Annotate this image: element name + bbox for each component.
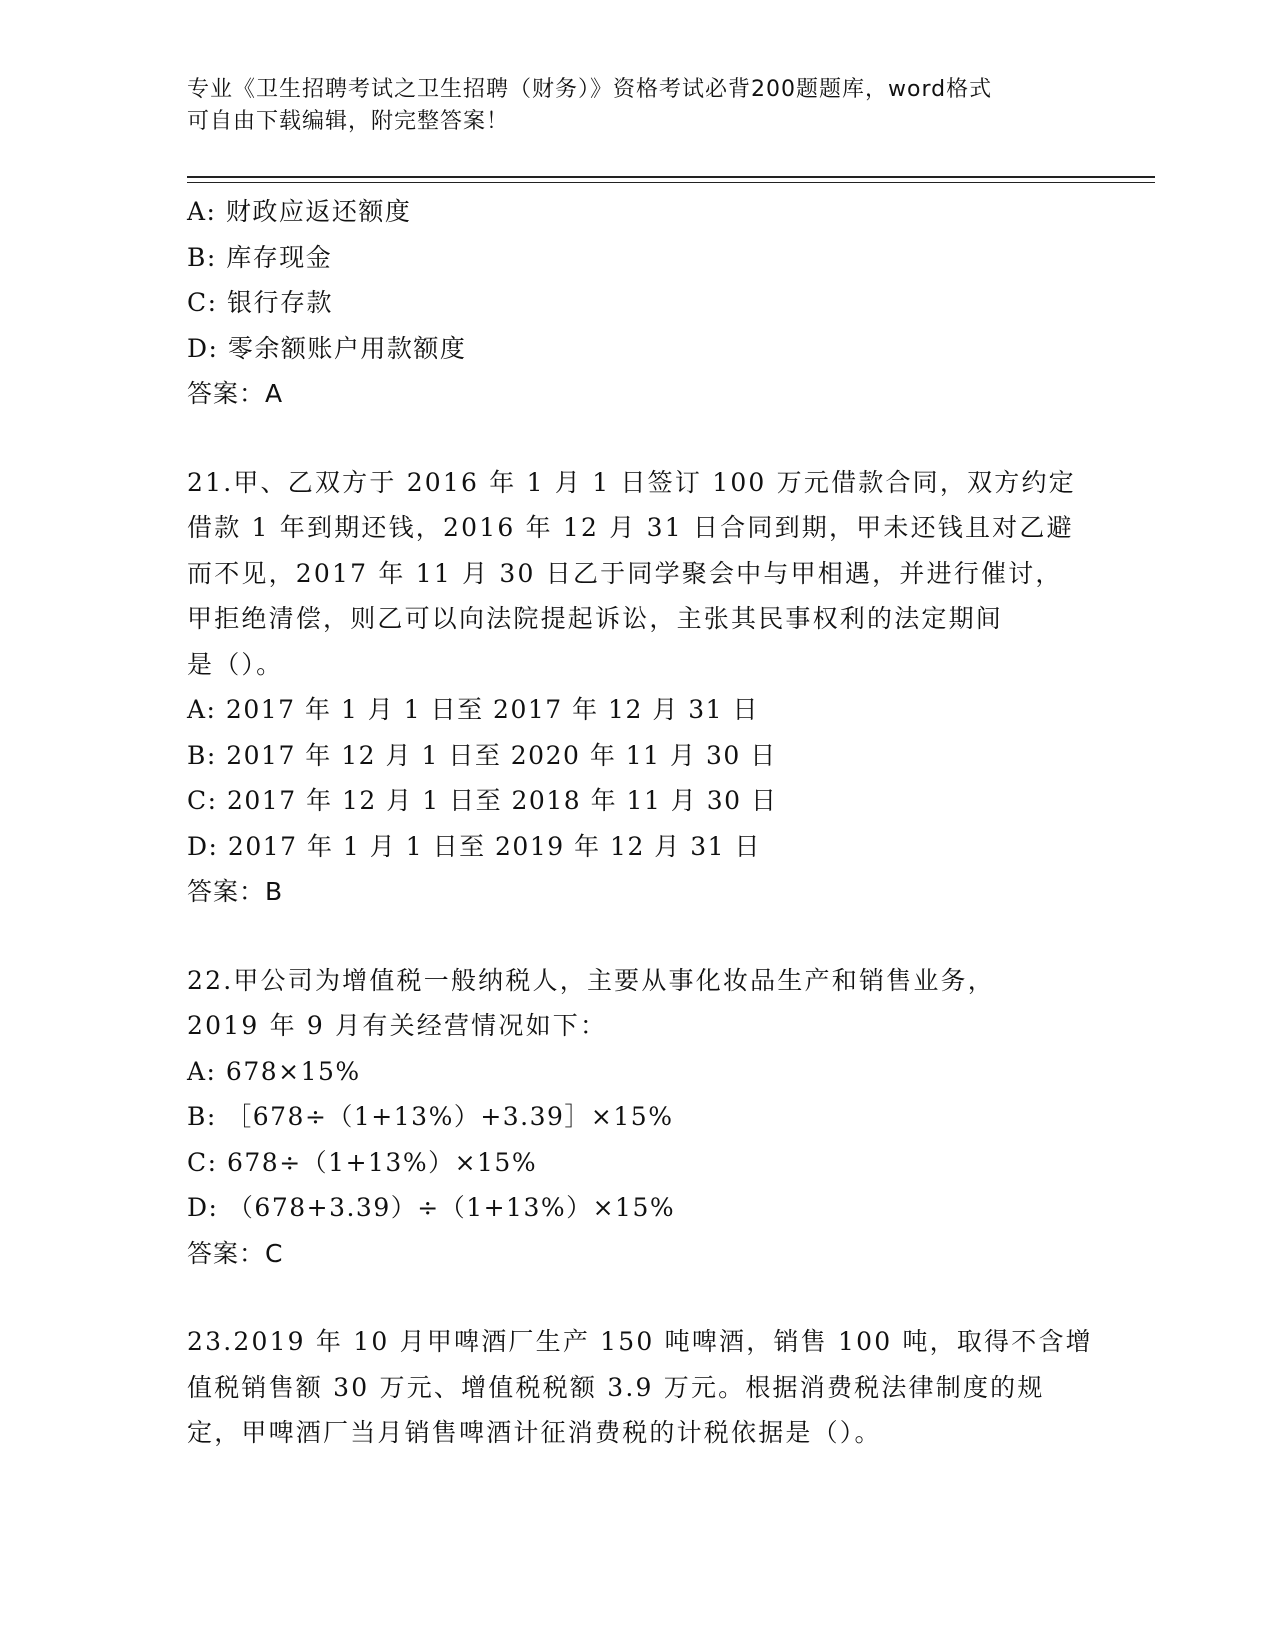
spacer	[187, 1276, 1087, 1319]
question-20-block	[187, 189, 1087, 417]
header-line-1: 专业《卫生招聘考试之卫生招聘（财务）》资格考试必背200题题库，word格式	[187, 77, 993, 102]
option-a: A: 财政应返还额度	[187, 197, 412, 226]
spacer	[187, 915, 1087, 958]
option-c: C: 银行存款	[187, 288, 333, 317]
question-22-block	[187, 958, 1087, 1277]
question-text-line: 而不见，2017 年 11 月 30 日乙于同学聚会中与甲相遇，并进行催讨，	[187, 558, 1063, 588]
option-d: D: 零余额账户用款额度	[187, 333, 467, 363]
option-c: C: 2017 年 12 月 1 日至 2018 年 11 月 30 日	[187, 786, 778, 815]
option-a: A: 678×15%	[187, 1056, 361, 1086]
question-text-line: 甲拒绝清偿，则乙可以向法院提起诉讼，主张其民事权利的法定期间	[187, 604, 1004, 633]
option-b: B: 2017 年 12 月 1 日至 2020 年 11 月 30 日	[187, 740, 777, 770]
option-d: D: 2017 年 1 月 1 日至 2019 年 12 月 31 日	[187, 831, 762, 861]
question-21-block	[187, 460, 1087, 915]
question-text-line: 21.甲、乙双方于 2016 年 1 月 1 日签订 100 万元借款合同，双方约定	[187, 467, 1076, 497]
option-c: C: 678÷（1+13%）×15%	[187, 1147, 538, 1177]
header-divider-thick	[187, 176, 1155, 178]
answer-label: 答案：B	[187, 877, 284, 906]
option-a: A: 2017 年 1 月 1 日至 2017 年 12 月 31 日	[187, 695, 760, 724]
header-line-2: 可自由下载编辑，附完整答案！	[187, 109, 510, 134]
question-text-line: 是（）。	[187, 649, 284, 679]
question-text-line: 22.甲公司为增值税一般纳税人，主要从事化妆品生产和销售业务，	[187, 965, 995, 995]
question-text-line: 借款 1 年到期还钱，2016 年 12 月 31 日合同到期，甲未还钱且对乙避	[187, 513, 1074, 542]
document-body	[187, 189, 1093, 1456]
answer-label: 答案：C	[187, 1238, 284, 1268]
header-divider-thin	[187, 182, 1155, 183]
spacer	[187, 417, 1087, 460]
option-b: B: 库存现金	[187, 242, 333, 272]
question-text-line: 定，甲啤酒厂当月销售啤酒计征消费税的计税依据是（）。	[187, 1418, 882, 1447]
question-text-line: 2019 年 9 月有关经营情况如下：	[187, 1011, 608, 1040]
option-b: B: ［678÷（1+13%）+3.39］×15%	[187, 1102, 674, 1131]
question-23-block	[187, 1319, 1093, 1456]
question-text-line: 值税销售额 30 万元、增值税税额 3.9 万元。根据消费税法律制度的规	[187, 1372, 1045, 1402]
question-text-line: 23.2019 年 10 月甲啤酒厂生产 150 吨啤酒，销售 100 吨，取得不含增	[187, 1327, 1093, 1356]
answer-label: 答案：A	[187, 379, 284, 408]
option-d: D: （678+3.39）÷（1+13%）×15%	[187, 1193, 676, 1222]
document-header	[187, 74, 1067, 138]
